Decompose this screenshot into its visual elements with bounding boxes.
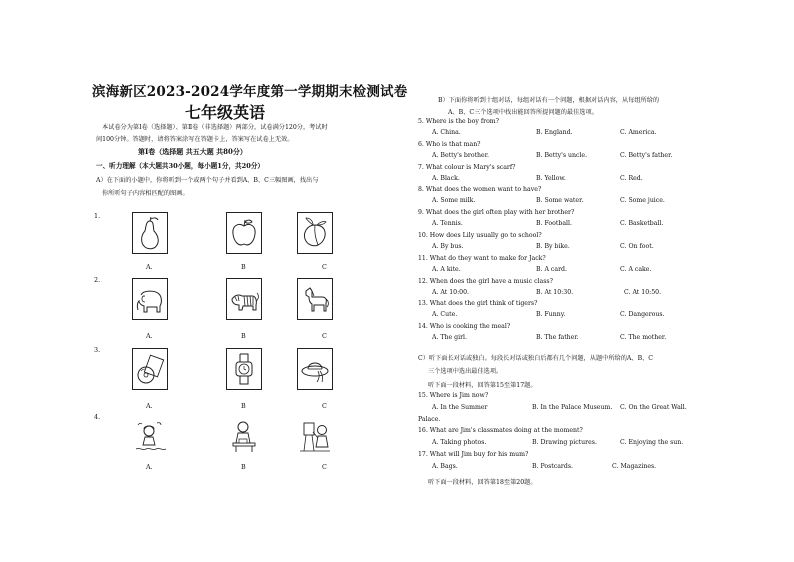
question-text: 12. When does the girl have a music class?: [418, 278, 553, 285]
option-label-b: B: [241, 402, 246, 410]
question-number: 3.: [94, 346, 101, 354]
option-a[interactable]: A. Cute.: [432, 311, 458, 318]
painting-girl-icon[interactable]: [297, 416, 333, 458]
cd-icon[interactable]: [132, 348, 168, 390]
option-b[interactable]: B. Postcards.: [532, 463, 573, 470]
option-b[interactable]: B. Football.: [536, 220, 572, 227]
option-b[interactable]: B. The father.: [536, 334, 579, 341]
option-label-a: A.: [146, 463, 153, 471]
option-b[interactable]: B. England.: [536, 129, 573, 136]
question-text: 11. What do they want to make for Jack?: [418, 255, 546, 262]
pear-icon[interactable]: [132, 212, 168, 254]
option-label-c: C: [322, 402, 327, 410]
option-c[interactable]: C. At 10:50.: [624, 289, 662, 296]
option-b[interactable]: B. Some water.: [536, 197, 584, 204]
option-b[interactable]: B. Betty's uncle.: [536, 152, 588, 159]
option-a[interactable]: A. The girl.: [432, 334, 467, 341]
option-c[interactable]: C. The mother.: [620, 334, 667, 341]
question-text: 15. Where is Jim now?: [418, 392, 489, 399]
option-b[interactable]: B. A card.: [536, 266, 567, 273]
elephant-icon[interactable]: [132, 278, 168, 320]
question-text: 6. Who is that man?: [418, 141, 481, 148]
option-label-c: C: [322, 463, 327, 471]
question-text: 16. What are Jim's classmates doing at the moment?: [418, 427, 583, 434]
question-text: 5. Where is the boy from?: [418, 118, 499, 125]
question-text: 17. What will Jim buy for his mum?: [418, 451, 529, 458]
option-a[interactable]: A. Some milk.: [432, 197, 476, 204]
intro-line-2: 间100分钟。答题时，请将答案涂写在答题卡上，答案写在试卷上无效。: [96, 136, 294, 143]
option-label-c: C: [322, 332, 327, 340]
option-a[interactable]: A. In the Summer: [432, 404, 488, 411]
peach-icon[interactable]: [297, 212, 333, 254]
question-number: 1.: [94, 212, 101, 220]
option-a[interactable]: A. Betty's brother.: [432, 152, 489, 159]
option-c[interactable]: C. On the Great Wall.: [620, 404, 687, 411]
listening-instruction: 听下面一段材料，回答第15至第17题。: [428, 382, 537, 389]
question-text: 10. How does Lily usually go to school?: [418, 232, 542, 239]
option-a[interactable]: A. China.: [432, 129, 461, 136]
option-c[interactable]: C. America.: [620, 129, 657, 136]
option-label-a: A.: [146, 402, 153, 410]
part-b-line-2: A、B、C三个选项中找出能回答所提问题的最佳选项。: [448, 109, 598, 116]
option-c[interactable]: C. Some juice.: [620, 197, 665, 204]
intro-line-1: 本试卷分为第Ⅰ卷（选择题）、第Ⅱ卷（非选择题）两部分，试卷满分120分，考试时: [102, 124, 328, 131]
option-b[interactable]: B. In the Palace Museum.: [532, 404, 613, 411]
option-label-a: A.: [146, 263, 153, 271]
question-text: 14. Who is cooking the meal?: [418, 323, 511, 330]
option-label-b: B: [241, 263, 246, 271]
option-a[interactable]: A. Bags.: [432, 463, 458, 470]
option-c[interactable]: C. Enjoying the sun.: [620, 439, 684, 446]
option-c[interactable]: C. A cake.: [620, 266, 652, 273]
horse-icon[interactable]: [297, 278, 333, 320]
listening-instruction: 听下面一段材料，回答第18至第20题。: [428, 479, 537, 486]
option-b[interactable]: B. At 10:30.: [536, 289, 574, 296]
section-1-heading: 第Ⅰ卷（选择题 共五大题 共80分）: [138, 147, 247, 156]
question-text: 8. What does the women want to have?: [418, 186, 542, 193]
option-a-continued: Palace.: [418, 416, 441, 423]
hat-icon[interactable]: [297, 348, 333, 390]
question-text: 13. What does the girl think of tigers?: [418, 300, 538, 307]
option-c[interactable]: C. Magazines.: [612, 463, 657, 470]
option-c[interactable]: C. Dangerous.: [620, 311, 665, 318]
option-a[interactable]: A. Tennis.: [432, 220, 463, 227]
option-c[interactable]: C. Red.: [620, 175, 643, 182]
option-b[interactable]: B. By bike.: [536, 243, 570, 250]
question-number: 4.: [94, 413, 101, 421]
apple-icon[interactable]: [226, 212, 262, 254]
question-number: 2.: [94, 276, 101, 284]
option-label-b: B: [241, 463, 246, 471]
option-a[interactable]: A. Black.: [432, 175, 460, 182]
option-c[interactable]: C. Basketball.: [620, 220, 664, 227]
exam-subject: 七年级英语: [185, 103, 266, 122]
tiger-icon[interactable]: [226, 278, 262, 320]
option-a[interactable]: A. By bus.: [432, 243, 464, 250]
option-label-b: B: [241, 332, 246, 340]
swimming-girl-icon[interactable]: [132, 416, 168, 458]
part-c-line-2: 三个选项中选出最佳选项。: [428, 368, 503, 375]
option-a[interactable]: A. At 10:00.: [432, 289, 470, 296]
option-a[interactable]: A. A kite.: [432, 266, 461, 273]
exam-title: 滨海新区2023-2024学年度第一学期期末检测试卷: [92, 84, 408, 100]
option-b[interactable]: B. Funny.: [536, 311, 566, 318]
reading-boy-icon[interactable]: [226, 416, 262, 458]
part-c-line-1: C）听下面长对话或独白。每段长对话或独白后都有几个问题，从题中所给的A、B、C: [418, 355, 654, 362]
option-label-c: C: [322, 263, 327, 271]
part-a-line-1: A）在下面的小题中，你将听到一个或两个句子并看到A、B、C三幅图画，找出与: [96, 177, 319, 184]
question-text: 9. What does the girl often play with her brother?: [418, 209, 575, 216]
watch-icon[interactable]: [226, 348, 262, 390]
part-b-line-1: B）下面你将听到十组对话，每组对话有一个问题，根据对话内容，从每组所给的: [438, 97, 660, 104]
option-c[interactable]: C. On foot.: [620, 243, 654, 250]
part-a-line-2: 你所听句子内容相匹配的图画。: [102, 190, 189, 197]
option-c[interactable]: C. Betty's father.: [620, 152, 673, 159]
option-a[interactable]: A. Taking photos.: [432, 439, 487, 446]
option-label-a: A.: [146, 332, 153, 340]
part-1-heading: 一、听力理解（本大题共30小题，每小题1分，共20分）: [96, 162, 265, 170]
option-b[interactable]: B. Yellow.: [536, 175, 566, 182]
question-text: 7. What colour is Mary's scarf?: [418, 164, 516, 171]
option-b[interactable]: B. Drawing pictures.: [532, 439, 597, 446]
